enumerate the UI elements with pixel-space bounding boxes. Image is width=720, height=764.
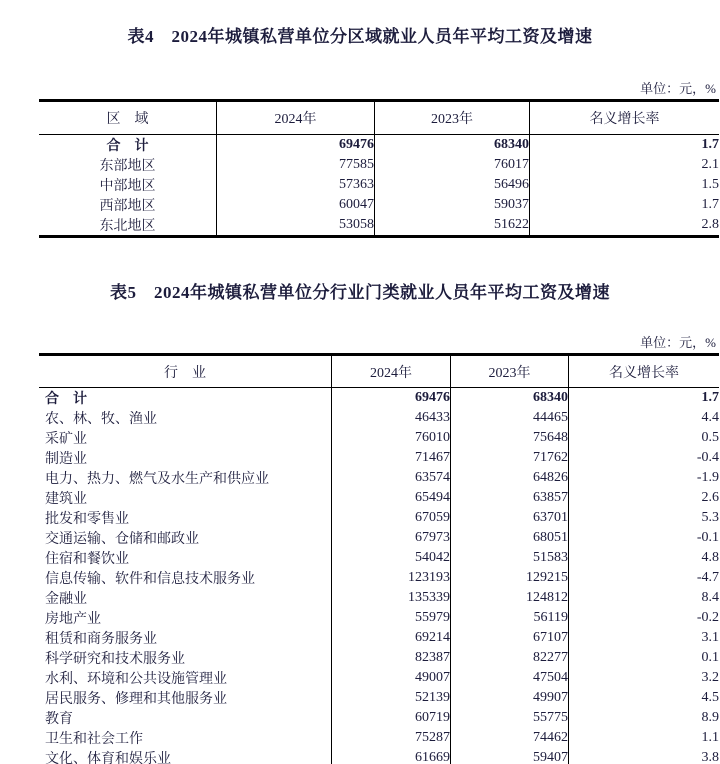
table5-industry-wage [39, 353, 719, 764]
value-2024-cell: 69214 [332, 628, 451, 648]
row-label-cell: 水利、环境和公共设施管理业 [45, 672, 227, 687]
value-2023-cell: 71762 [451, 448, 569, 468]
growth-rate-cell: 4.8 [569, 548, 720, 568]
value-2024-cell: 82387 [332, 648, 451, 668]
row-label-cell: 东部地区 [99, 159, 156, 174]
table-row [39, 668, 719, 688]
table4-unit-line [39, 80, 716, 97]
table-row [39, 155, 719, 175]
row-label-cell: 房地产业 [45, 612, 101, 627]
table-row [39, 175, 719, 195]
growth-rate-cell: 1.7 [530, 135, 720, 156]
growth-rate-cell: -4.7 [569, 568, 720, 588]
table-row [39, 135, 719, 156]
table5-body [39, 388, 719, 764]
value-2023-cell: 56496 [375, 175, 530, 195]
table4-region-wage [39, 99, 719, 238]
value-2024-cell: 69476 [332, 388, 451, 409]
growth-rate-cell: 8.4 [569, 588, 720, 608]
value-2024-cell: 55979 [332, 608, 451, 628]
row-label-cell: 东北地区 [99, 219, 156, 234]
table4-column-header-2024: 2024年 [217, 101, 375, 135]
value-2023-cell: 82277 [451, 648, 569, 668]
table5-unit-label: 单位：元，% [640, 335, 716, 350]
value-2023-cell: 51622 [375, 215, 530, 237]
value-2023-cell: 63857 [451, 488, 569, 508]
value-2024-cell: 67973 [332, 528, 451, 548]
table-row [39, 508, 719, 528]
value-2024-cell: 49007 [332, 668, 451, 688]
row-label-cell: 批发和零售业 [45, 512, 129, 527]
value-2024-cell: 67059 [332, 508, 451, 528]
row-label-cell: 金融业 [45, 592, 87, 607]
value-2023-cell: 124812 [451, 588, 569, 608]
row-label-cell: 交通运输、仓储和邮政业 [45, 532, 199, 547]
table-row [39, 728, 719, 748]
value-2024-cell: 53058 [217, 215, 375, 237]
table-row [39, 688, 719, 708]
value-2024-cell: 76010 [332, 428, 451, 448]
table4-column-header-region: 区 域 [39, 101, 217, 135]
table-row [39, 488, 719, 508]
growth-rate-cell: -0.1 [569, 528, 720, 548]
growth-rate-cell: 5.3 [569, 508, 720, 528]
row-label-cell: 信息传输、软件和信息技术服务业 [45, 572, 255, 587]
table-row [39, 588, 719, 608]
table4-header-row [39, 101, 719, 135]
value-2023-cell: 68340 [451, 388, 569, 409]
value-2024-cell: 71467 [332, 448, 451, 468]
row-label-cell: 采矿业 [45, 432, 87, 447]
growth-rate-cell: 4.5 [569, 688, 720, 708]
value-2023-cell: 75648 [451, 428, 569, 448]
table-row [39, 568, 719, 588]
value-2024-cell: 77585 [217, 155, 375, 175]
table4-title: 表4 2024年城镇私营单位分区域就业人员年平均工资及增速 [127, 27, 593, 46]
table-row [39, 748, 719, 764]
growth-rate-cell: 3.2 [569, 668, 720, 688]
value-2024-cell: 65494 [332, 488, 451, 508]
row-label-cell: 教育 [45, 712, 73, 727]
growth-rate-cell: 2.1 [530, 155, 720, 175]
row-label-cell: 合 计 [106, 139, 149, 154]
table-row [39, 628, 719, 648]
value-2023-cell: 56119 [451, 608, 569, 628]
value-2023-cell: 49907 [451, 688, 569, 708]
table4-column-header-growth: 名义增长率 [530, 101, 720, 135]
table-row [39, 428, 719, 448]
row-label-cell: 农、林、牧、渔业 [45, 412, 157, 427]
table-row [39, 388, 719, 409]
value-2023-cell: 67107 [451, 628, 569, 648]
table4-header [39, 101, 719, 135]
table5-column-header-industry: 行 业 [39, 355, 332, 388]
table4-unit-label: 单位：元，% [640, 81, 716, 96]
value-2023-cell: 59407 [451, 748, 569, 764]
statistics-document [0, 26, 720, 764]
row-label-cell: 卫生和社会工作 [45, 732, 143, 747]
growth-rate-cell: 0.1 [569, 648, 720, 668]
value-2023-cell: 129215 [451, 568, 569, 588]
growth-rate-cell: 2.6 [569, 488, 720, 508]
value-2023-cell: 76017 [375, 155, 530, 175]
table-row [39, 608, 719, 628]
value-2024-cell: 57363 [217, 175, 375, 195]
growth-rate-cell: 1.7 [569, 388, 720, 409]
value-2024-cell: 60047 [217, 195, 375, 215]
table5-header [39, 355, 719, 388]
growth-rate-cell: 3.8 [569, 748, 720, 764]
table-row [39, 708, 719, 728]
value-2024-cell: 75287 [332, 728, 451, 748]
row-label-cell: 居民服务、修理和其他服务业 [45, 692, 227, 707]
table-row [39, 468, 719, 488]
growth-rate-cell: 3.1 [569, 628, 720, 648]
row-label-cell: 文化、体育和娱乐业 [45, 752, 171, 764]
value-2023-cell: 47504 [451, 668, 569, 688]
table-row [39, 195, 719, 215]
value-2023-cell: 44465 [451, 408, 569, 428]
row-label-cell: 建筑业 [45, 492, 87, 507]
row-label-cell: 科学研究和技术服务业 [45, 652, 185, 667]
table-row [39, 548, 719, 568]
table4-body [39, 135, 719, 237]
value-2023-cell: 68051 [451, 528, 569, 548]
value-2024-cell: 61669 [332, 748, 451, 764]
value-2023-cell: 55775 [451, 708, 569, 728]
row-label-cell: 西部地区 [99, 199, 156, 214]
row-label-cell: 制造业 [45, 452, 87, 467]
growth-rate-cell: 1.1 [569, 728, 720, 748]
growth-rate-cell: 8.9 [569, 708, 720, 728]
growth-rate-cell: 1.5 [530, 175, 720, 195]
table5-header-row [39, 355, 719, 388]
value-2024-cell: 123193 [332, 568, 451, 588]
row-label-cell: 中部地区 [99, 179, 156, 194]
table5-column-header-2023: 2023年 [451, 355, 569, 388]
table4-column-header-2023: 2023年 [375, 101, 530, 135]
row-label-cell: 合 计 [45, 392, 87, 407]
value-2023-cell: 51583 [451, 548, 569, 568]
growth-rate-cell: 4.4 [569, 408, 720, 428]
growth-rate-cell: -0.4 [569, 448, 720, 468]
value-2024-cell: 46433 [332, 408, 451, 428]
value-2023-cell: 64826 [451, 468, 569, 488]
row-label-cell: 住宿和餐饮业 [45, 552, 129, 567]
value-2024-cell: 52139 [332, 688, 451, 708]
value-2023-cell: 63701 [451, 508, 569, 528]
growth-rate-cell: 0.5 [569, 428, 720, 448]
growth-rate-cell: -1.9 [569, 468, 720, 488]
table5-unit-line [39, 334, 716, 351]
value-2024-cell: 60719 [332, 708, 451, 728]
table5-column-header-growth: 名义增长率 [569, 355, 720, 388]
growth-rate-cell: 1.7 [530, 195, 720, 215]
row-label-cell: 电力、热力、燃气及水生产和供应业 [45, 472, 269, 487]
value-2024-cell: 63574 [332, 468, 451, 488]
value-2023-cell: 68340 [375, 135, 530, 156]
row-label-cell: 租赁和商务服务业 [45, 632, 157, 647]
growth-rate-cell: -0.2 [569, 608, 720, 628]
table5-title: 表5 2024年城镇私营单位分行业门类就业人员年平均工资及增速 [110, 283, 610, 302]
table-row [39, 448, 719, 468]
value-2024-cell: 54042 [332, 548, 451, 568]
value-2023-cell: 74462 [451, 728, 569, 748]
value-2024-cell: 135339 [332, 588, 451, 608]
table-row [39, 528, 719, 548]
table-row [39, 215, 719, 237]
growth-rate-cell: 2.8 [530, 215, 720, 237]
value-2024-cell: 69476 [217, 135, 375, 156]
table5-column-header-2024: 2024年 [332, 355, 451, 388]
table-row [39, 408, 719, 428]
table-row [39, 648, 719, 668]
value-2023-cell: 59037 [375, 195, 530, 215]
